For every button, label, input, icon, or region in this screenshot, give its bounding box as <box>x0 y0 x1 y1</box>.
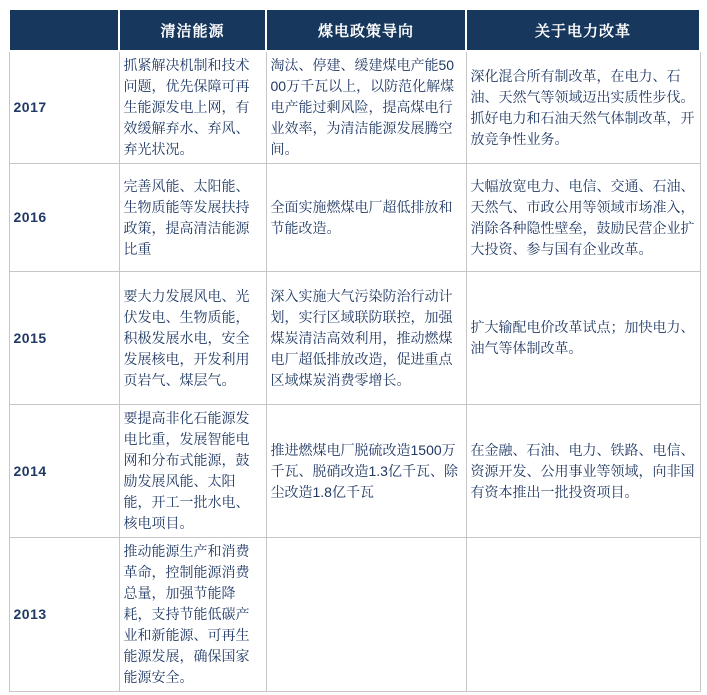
table-row-2013 <box>9 538 700 692</box>
cell-2017-power-reform: 深化混合所有制改革，在电力、石油、天然气等领域迈出实质性步伐。抓好电力和石油天然气体制改革，开放竞争性业务。 <box>466 51 700 164</box>
table-row-2017 <box>9 51 700 164</box>
cell-2016-power-reform: 大幅放宽电力、电信、交通、石油、天然气、市政公用等领域市场准入，消除各种隐性壁垒，鼓励民营企业扩大投资、参与国有企业改革。 <box>466 164 700 272</box>
cell-2015-power-reform: 扩大输配电价改革试点；加快电力、油气等体制改革。 <box>466 272 700 405</box>
table-row-2014 <box>9 405 700 538</box>
cell-2013-power-reform <box>466 538 700 692</box>
table-row-2016 <box>9 164 700 272</box>
cell-2014-clean-energy: 要提高非化石能源发电比重，发展智能电网和分布式能源，鼓励发展风能、太阳能，开工一批水电、核电项目。 <box>119 405 266 538</box>
cell-2013-clean-energy: 推动能源生产和消费革命，控制能源消费总量，加强节能降耗，支持节能低碳产业和新能源、可再生能源发展，确保国家能源安全。 <box>119 538 266 692</box>
year-cell: 2017 <box>9 51 119 164</box>
cell-2015-coal-policy: 深入实施大气污染防治行动计划，实行区域联防联控，加强煤炭清洁高效利用，推动燃煤电厂超低排放改造，促进重点区域煤炭消费零增长。 <box>266 272 466 405</box>
cell-2016-coal-policy: 全面实施燃煤电厂超低排放和节能改造。 <box>266 164 466 272</box>
column-header-clean-energy: 清洁能源 <box>119 9 266 51</box>
table-row-2015 <box>9 272 700 405</box>
cell-2015-clean-energy: 要大力发展风电、光伏发电、生物质能，积极发展水电，安全发展核电，开发利用页岩气、煤层气。 <box>119 272 266 405</box>
cell-2013-coal-policy <box>266 538 466 692</box>
year-cell: 2014 <box>9 405 119 538</box>
year-cell: 2015 <box>9 272 119 405</box>
cell-2014-power-reform: 在金融、石油、电力、铁路、电信、资源开发、公用事业等领域，向非国有资本推出一批投资项目。 <box>466 405 700 538</box>
cell-2017-clean-energy: 抓紧解决机制和技术问题，优先保障可再生能源发电上网，有效缓解弃水、弃风、弃光状况。 <box>119 51 266 164</box>
policy-table <box>8 8 701 692</box>
column-header-year <box>9 9 119 51</box>
cell-2017-coal-policy: 淘汰、停建、缓建煤电产能5000万千瓦以上，以防范化解煤电产能过剩风险，提高煤电行业效率，为清洁能源发展腾空间。 <box>266 51 466 164</box>
year-cell: 2016 <box>9 164 119 272</box>
cell-2014-coal-policy: 推进燃煤电厂脱硫改造1500万千瓦、脱硝改造1.3亿千瓦、除尘改造1.8亿千瓦 <box>266 405 466 538</box>
year-cell: 2013 <box>9 538 119 692</box>
cell-2016-clean-energy: 完善风能、太阳能、生物质能等发展扶持政策，提高清洁能源比重 <box>119 164 266 272</box>
column-header-power-reform: 关于电力改革 <box>466 9 700 51</box>
table-header-row <box>9 9 700 51</box>
column-header-coal-policy: 煤电政策导向 <box>266 9 466 51</box>
